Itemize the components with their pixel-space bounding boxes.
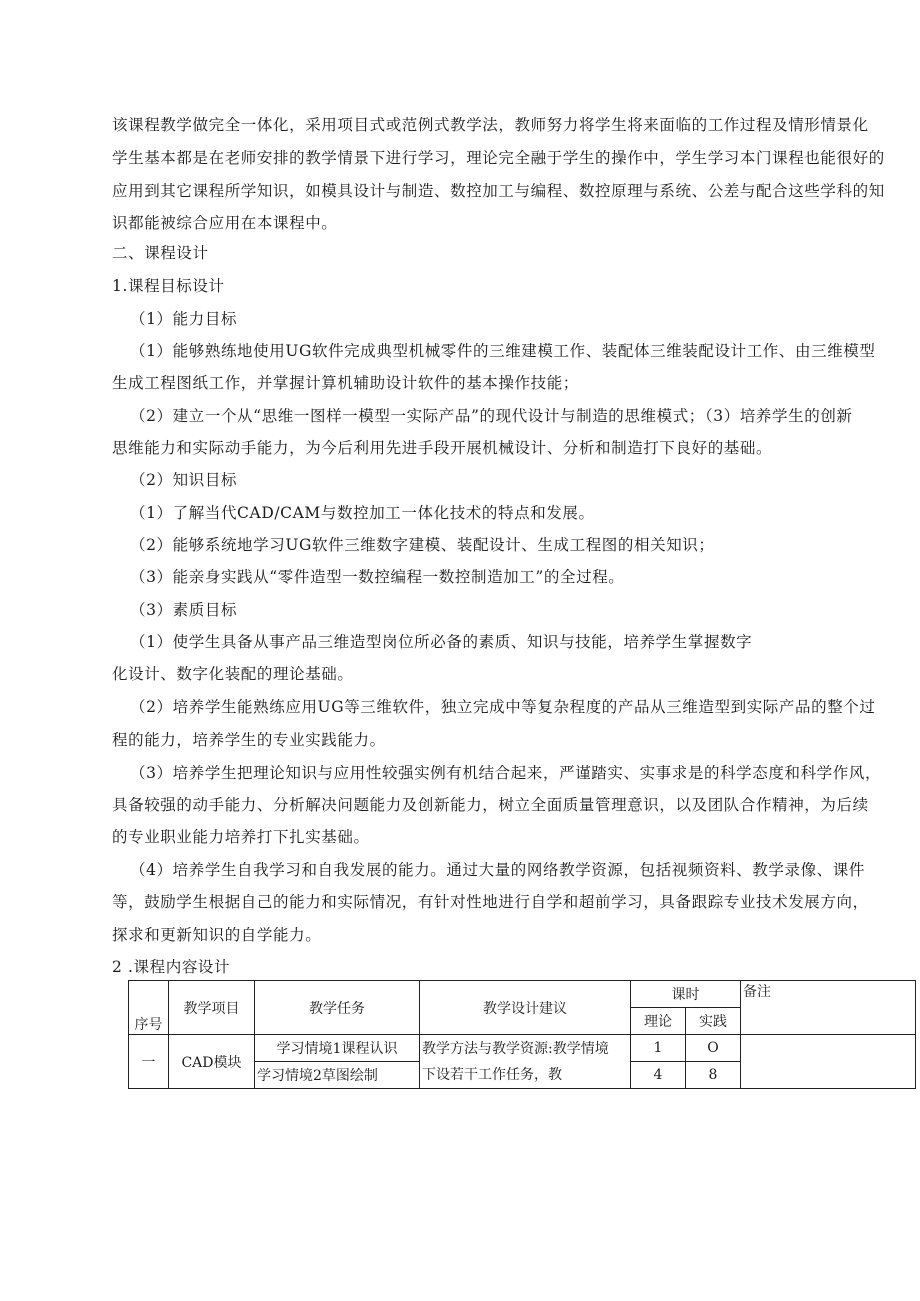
paragraph-line: 探求和更新知识的自学能力。: [112, 926, 322, 944]
paragraph-line: 学生基本都是在老师安排的教学情景下进行学习，理论完全融于学生的操作中，学生学习本门课程也能很好的: [112, 149, 885, 167]
row-suggestion-line: 下设若干工作任务，教: [422, 1066, 562, 1083]
row-suggestion-line: 教学方法与教学资源:教学情境: [422, 1040, 609, 1057]
header-remark: 备注: [741, 981, 916, 1035]
paragraph-line: 思维能力和实际动手能力，为今后利用先进手段开展机械设计、分析和制造打下良好的基础。: [112, 439, 773, 457]
row-theory-1: 1: [631, 1035, 686, 1062]
row-task-1: 学习情境1课程认识: [255, 1035, 420, 1062]
paragraph-line: （2）培养学生能熟练应用UG等三维软件，独立完成中等复杂程度的产品从三维造型到实际产品的整个过: [130, 698, 876, 716]
paragraph-line: （1）使学生具备从事产品三维造型岗位所必备的素质、知识与技能，培养学生掌握数字: [130, 633, 753, 651]
paragraph-line: 具备较强的动手能力、分析解决问题能力及创新能力，树立全面质量管理意识，以及团队合作精神，为后续: [112, 796, 869, 814]
row-theory-2: 4: [631, 1062, 686, 1089]
row-seq: 一: [129, 1035, 169, 1089]
paragraph-line: （3）培养学生把理论知识与应用性较强实例有机结合起来，严谨踏实、实事求是的科学态度和科学作风，: [130, 764, 882, 782]
subsection-heading: 1.课程目标设计: [112, 277, 225, 295]
header-seq: 序号: [129, 981, 169, 1035]
paragraph-line: （3）能亲身实践从“零件造型一数控编程一数控制造加工”的全过程。: [130, 568, 625, 586]
header-hours: 课时: [631, 981, 741, 1008]
row-remark: [741, 1035, 916, 1089]
paragraph-line: （1）能够熟练地使用UG软件完成典型机械零件的三维建模工作、装配体三维装配设计工作、由三维模型: [130, 342, 876, 360]
goal-heading: （1）能力目标: [130, 310, 238, 328]
paragraph-line: 等，鼓励学生根据自己的能力和实际情况，有针对性地进行自学和超前学习，具备跟踪专业技术发展方向，: [112, 893, 869, 911]
paragraph-line: 该课程教学做完全一体化，采用项目式或范例式教学法，教师努力将学生将来面临的工作过程及情形情景化: [112, 116, 869, 134]
header-practice: 实践: [686, 1008, 741, 1035]
course-content-table: [128, 980, 916, 1089]
goal-heading: （2）知识目标: [130, 471, 238, 489]
row-task-2: 学习情境2草图绘制: [255, 1062, 420, 1089]
paragraph-line: 的专业职业能力培养打下扎实基础。: [112, 828, 370, 846]
row-practice-1: O: [686, 1035, 741, 1062]
paragraph-line: 程的能力，培养学生的专业实践能力。: [112, 731, 386, 749]
section-heading: 二、课程设计: [112, 244, 209, 262]
paragraph-line: 识都能被综合应用在本课程中。: [112, 214, 338, 232]
header-theory: 理论: [631, 1008, 686, 1035]
row-project: CAD模块: [169, 1035, 255, 1089]
header-project: 教学项目: [169, 981, 255, 1035]
subsection-heading: 2 .课程内容设计: [112, 958, 231, 976]
header-task: 教学任务: [255, 981, 420, 1035]
paragraph-line: （2）建立一个从“思维一图样一模型一实际产品”的现代设计与制造的思维模式；（3）培养学生的创新: [130, 407, 853, 425]
paragraph-line: （1）了解当代CAD/CAM与数控加工一体化技术的特点和发展。: [130, 504, 595, 522]
header-suggestion: 教学设计建议: [420, 981, 631, 1035]
paragraph-line: 应用到其它课程所学知识，如模具设计与制造、数控加工与编程、数控原理与系统、公差与配合这些学科的知: [112, 182, 885, 200]
paragraph-line: 化设计、数字化装配的理论基础。: [112, 665, 354, 683]
goal-heading: （3）素质目标: [130, 601, 238, 619]
row-suggestion: [420, 1035, 631, 1089]
paragraph-line: 生成工程图纸工作，并掌握计算机辅助设计软件的基本操作技能；: [112, 374, 579, 392]
row-practice-2: 8: [686, 1062, 741, 1089]
paragraph-line: （4）培养学生自我学习和自我发展的能力。通过大量的网络教学资源，包括视频资料、教学录像、课件: [130, 861, 865, 879]
paragraph-line: （2）能够系统地学习UG软件三维数字建模、装配设计、生成工程图的相关知识；: [130, 536, 715, 554]
